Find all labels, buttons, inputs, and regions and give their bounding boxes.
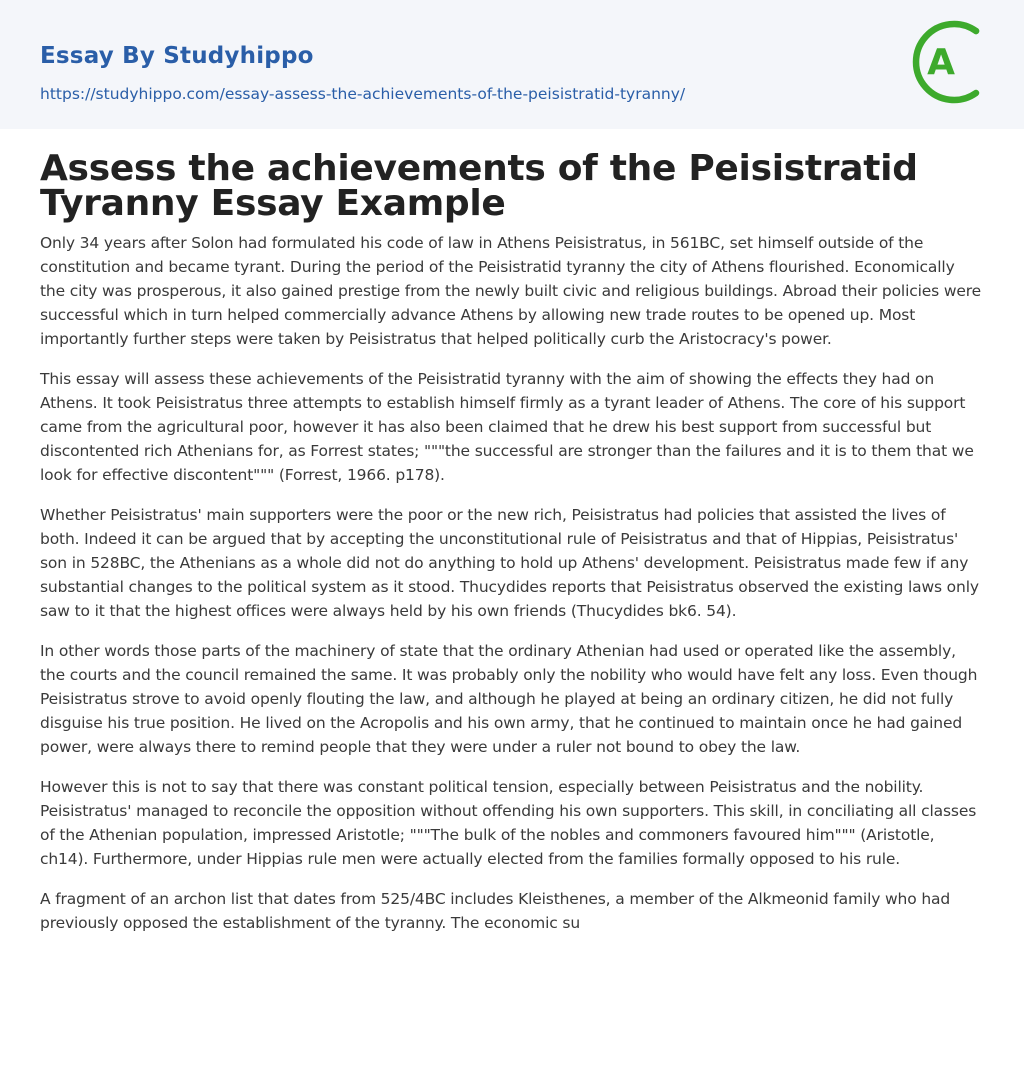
studyhippo-logo-icon[interactable] [910,18,988,106]
site-title[interactable]: Essay By Studyhippo [40,43,314,69]
paragraph: This essay will assess these achievements of the Peisistratid tyranny with the aim of showing the effects they had on Athens. It took Peisistratus three attempts to establish himself firmly as a tyrant leader of Athens. The core of his support came from the agricultural poor, however it has also been claimed that he drew his best support from successful but discontented rich Athenians for, as Forrest states; """the successful are stronger than the failures and it is to them that we look for effective discontent""" (Forrest, 1966. p178). [40,370,974,484]
site-header [0,0,1024,129]
paragraph: However this is not to say that there was constant political tension, especially between Peisistratus and the nobility. Peisistratus' managed to reconcile the opposition without offending his own supporters. This skill, in conciliating all classes of the Athenian population, impressed Aristotle; """The bulk of the nobles and commoners favoured him""" (Aristotle, ch14). Furthermore, under Hippias rule men were actually elected from the families formally opposed to his rule. [40,778,977,868]
paragraph: Only 34 years after Solon had formulated his code of law in Athens Peisistratus, in 561BC, set himself outside of the constitution and became tyrant. During the period of the Peisistratid tyranny the city of Athens flourished. Economically the city was prosperous, it also gained prestige from the newly built civic and religious buildings. Abroad their policies were successful which in turn helped commercially advance Athens by allowing new trade routes to be opened up. Most importantly further steps were taken by Peisistratus that helped politically curb the Aristocracy's power. [40,234,982,348]
paragraph: In other words those parts of the machinery of state that the ordinary Athenian had used or operated like the assembly, the courts and the council remained the same. It was probably only the nobility who would have felt any loss. Even though Peisistratus strove to avoid openly flouting the law, and although he played at being an ordinary citizen, he did not fully disguise his true position. He lived on the Acropolis and his own army, that he continued to maintain once he had gained power, were always there to remind people that they were under a ruler not bound to obey the law. [40,642,978,756]
logo-letter: A [927,42,955,83]
page-title: Assess the achievements of the Peisistratid Tyranny Essay Example [40,148,918,224]
paragraph: Whether Peisistratus' main supporters were the poor or the new rich, Peisistratus had policies that assisted the lives of both. Indeed it can be argued that by accepting the unconstitutional rule of Peisistratus and that of Hippias, Peisistratus' son in 528BC, the Athenians as a whole did not do anything to hold up Athens' development. Peisistratus made few if any substantial changes to the political system as it stood. Thucydides reports that Peisistratus observed the existing laws only saw to it that the highest offices were always held by his own friends (Thucydides bk6. 54). [40,506,979,620]
article-content [0,129,1024,935]
paragraph: A fragment of an archon list that dates from 525/4BC includes Kleisthenes, a member of the Alkmeonid family who had previously opposed the establishment of the tyranny. The economic su [40,890,951,932]
page-url-link[interactable]: https://studyhippo.com/essay-assess-the-achievements-of-the-peisistratid-tyranny/ [40,85,686,103]
